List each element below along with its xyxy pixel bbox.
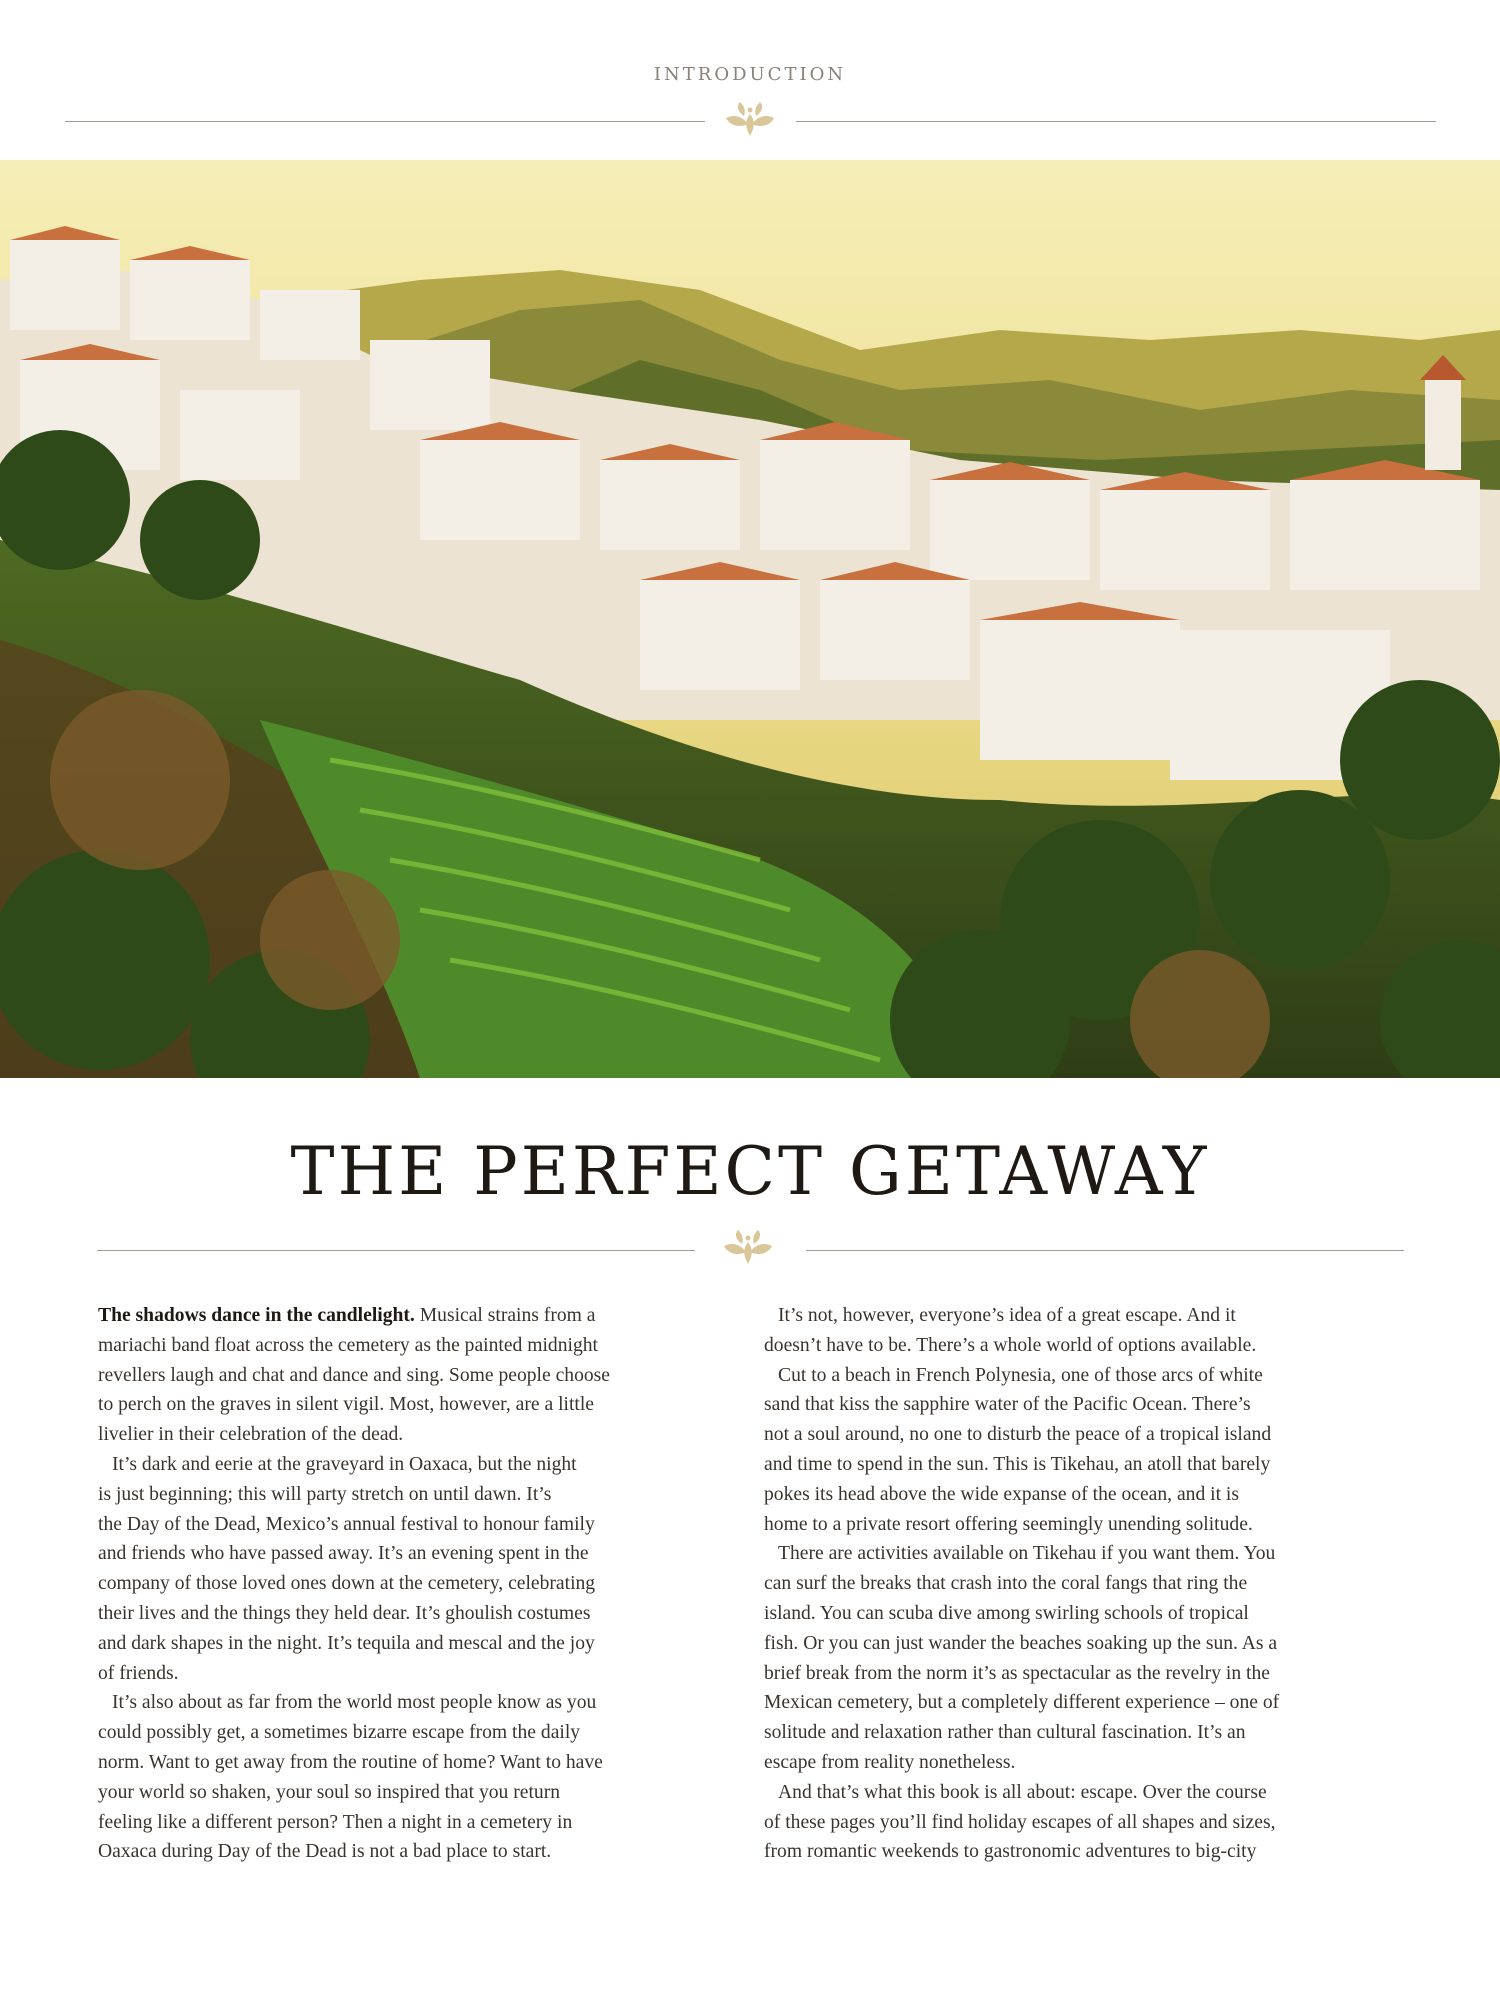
header-rule-right	[796, 121, 1436, 122]
paragraph: Cut to a beach in French Polynesia, one of those arcs of white sand that kiss the sapphire water of the Pacific Ocean. There’s not a soul around, no one to disturb the peace of a tropical island and time to spend in the sun. This is Tikehau, an atoll that barely pokes its head above the wide expanse of the ocean, and it is home to a private resort offering seemingly unending solitude.	[764, 1364, 1272, 1535]
title-rule-left	[97, 1250, 695, 1251]
paragraph: The shadows dance in the candlelight. Musical strains from a mariachi band float across the cemetery as the painted midnight revellers laugh and chat and dance and sing. Some people choose to perch on the graves in silent vigil. Most, however, are a little livelier in their celebration of the dead.	[98, 1305, 610, 1446]
body-column-right	[764, 1301, 1412, 1867]
title-rule-right	[806, 1250, 1404, 1251]
paragraph: There are activities available on Tikehau if you want them. You can surf the breaks that crash into the coral fangs that ring the island. You can scuba dive among swirling schools of tropical fish. Or you can just wander the beaches soaking up the sun. As a brief break from the norm it’s as spectacular as the revelry in the Mexican cemetery, but a completely different experience – one of solitude and relaxation rather than cultural fascination. It’s an escape from reality nonetheless.	[764, 1543, 1280, 1773]
header-rule-left	[65, 121, 705, 122]
fleuron-ornament-top	[722, 100, 778, 140]
hero-village-photo	[0, 160, 1500, 1078]
body-column-left	[98, 1301, 746, 1867]
section-label: INTRODUCTION	[653, 64, 847, 85]
paragraph: And that’s what this book is all about: escape. Over the course of these pages you’ll find holiday escapes of all shapes and sizes, from romantic weekends to gastronomic adventures to big-city	[764, 1781, 1276, 1863]
fleuron-ornament-title	[720, 1228, 776, 1268]
paragraph: It’s also about as far from the world most people know as you could possibly get, a sometimes bizarre escape from the daily norm. Want to get away from the routine of home? Want to have your world so shaken, your soul so inspired that you return feeling like a different person? Then a night in a cemetery in Oaxaca during Day of the Dead is not a bad place to start.	[98, 1692, 603, 1863]
paragraph: It’s not, however, everyone’s idea of a great escape. And it doesn’t have to be. There’s a whole world of options available.	[764, 1305, 1257, 1356]
page-title: THE PERFECT GETAWAY	[290, 1133, 1210, 1210]
paragraph: It’s dark and eerie at the graveyard in Oaxaca, but the night is just beginning; this will party stretch on until dawn. It’s the Day of the Dead, Mexico’s annual festival to honour family and friends who have passed away. It’s an evening spent in the company of those loved ones down at the cemetery, celebrating their lives and the things they held dear. It’s ghoulish costumes and dark shapes in the night. It’s tequila and mescal and the joy of friends.	[98, 1453, 596, 1684]
lead-in: The shadows dance in the candlelight.	[98, 1305, 415, 1326]
